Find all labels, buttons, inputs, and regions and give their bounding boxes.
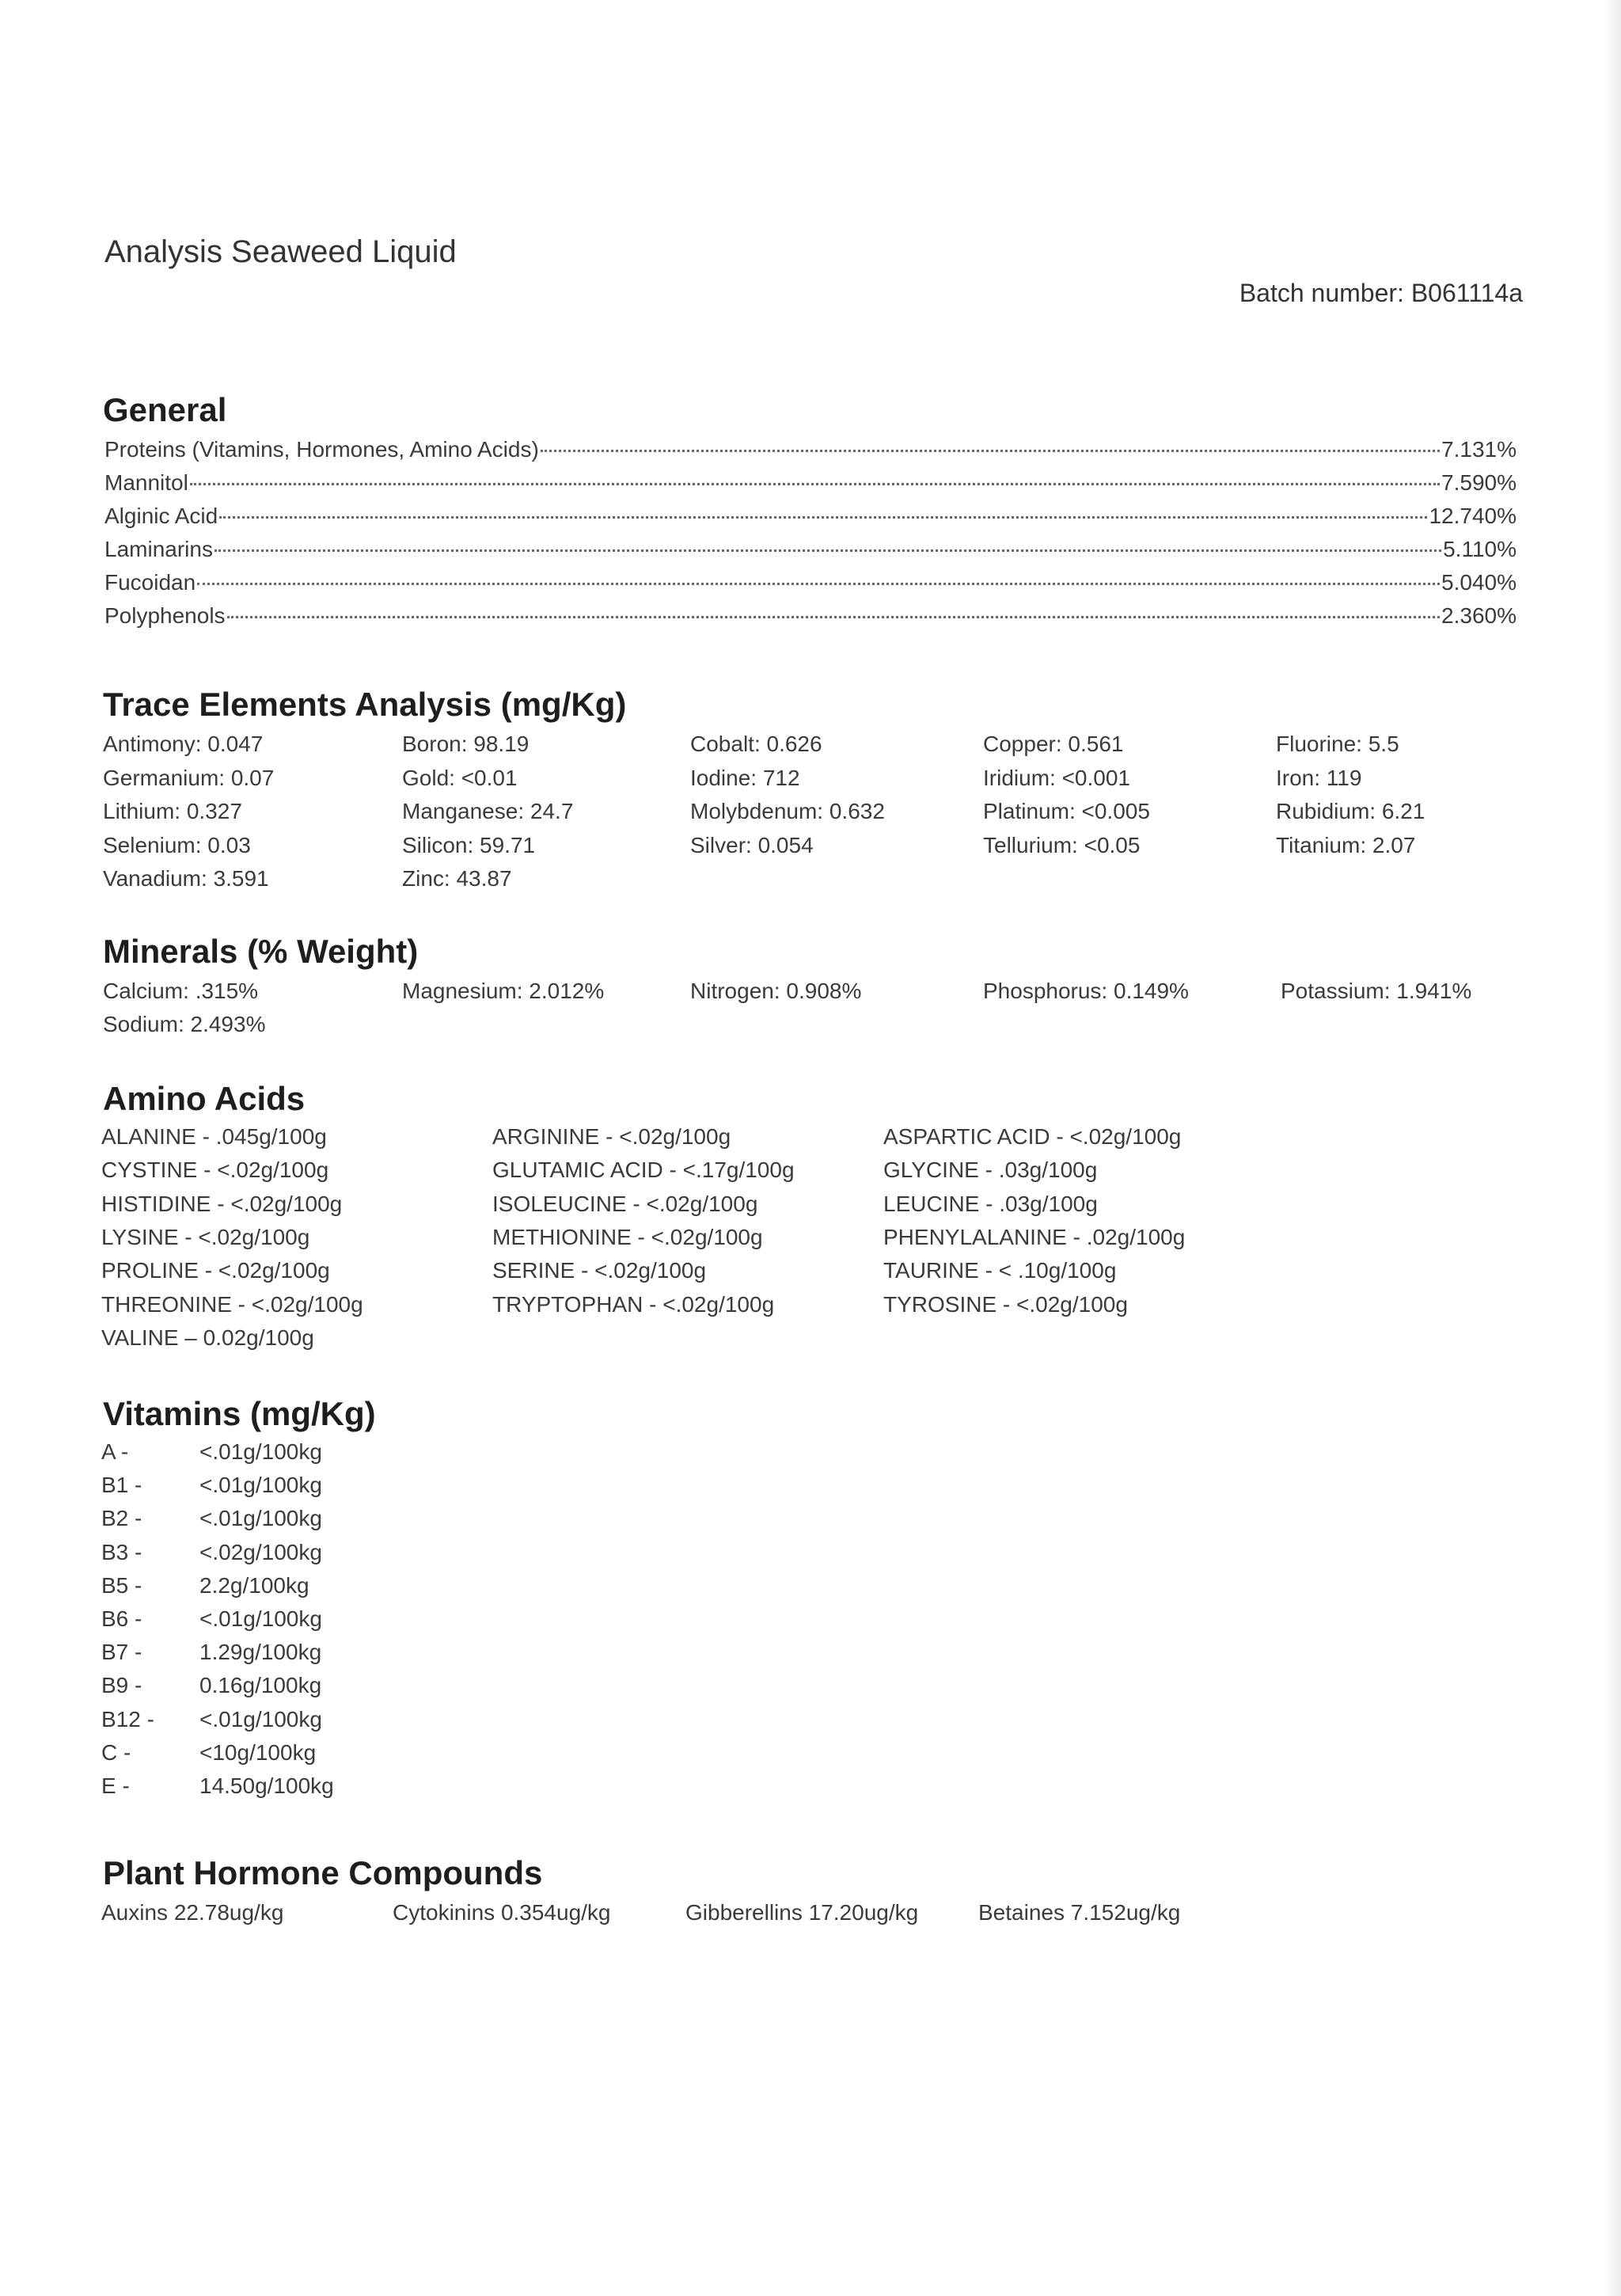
general-row-label: Polyphenols <box>104 603 226 628</box>
general-row-label: Laminarins <box>104 537 213 561</box>
trace-element-value: Platinum: <0.005 <box>983 799 1150 823</box>
general-row <box>104 504 1517 537</box>
mineral-value: Nitrogen: 0.908% <box>690 979 862 1003</box>
general-row <box>104 537 1517 570</box>
amino-acid-value: CYSTINE - <.02g/100g <box>101 1158 329 1183</box>
general-row-label: Alginic Acid <box>104 504 218 528</box>
trace-element-value: Lithium: 0.327 <box>103 799 242 823</box>
dotted-leader <box>197 583 1440 585</box>
trace-element-value: Gold: <0.01 <box>402 765 518 790</box>
trace-element-value: Silver: 0.054 <box>690 832 814 857</box>
plant-hormone-value: Auxins 22.78ug/kg <box>101 1900 284 1925</box>
amino-acid-value: ISOLEUCINE - <.02g/100g <box>492 1191 758 1216</box>
vitamin-row <box>101 1740 316 1766</box>
plant-hormone-value: Gibberellins 17.20ug/kg <box>685 1900 919 1925</box>
vitamin-row <box>101 1473 322 1498</box>
vitamin-name: B1 - <box>101 1473 142 1498</box>
vitamin-value: 2.2g/100kg <box>199 1572 309 1598</box>
trace-element-value: Tellurium: <0.05 <box>983 832 1141 857</box>
general-heading: General <box>103 391 227 428</box>
amino-acid-value: TYROSINE - <.02g/100g <box>883 1291 1128 1317</box>
dotted-leader <box>219 516 1427 519</box>
trace-element-value: Iron: 119 <box>1276 765 1362 790</box>
dotted-leader <box>190 483 1440 485</box>
general-row-value: 7.131% <box>1441 437 1517 462</box>
plant-hormones-heading: Plant Hormone Compounds <box>103 1854 543 1891</box>
trace-element-value: Molybdenum: 0.632 <box>690 799 885 823</box>
mineral-value: Magnesium: 2.012% <box>402 979 605 1003</box>
plant-hormone-value: Cytokinins 0.354ug/kg <box>393 1900 611 1925</box>
amino-acid-value: SERINE - <.02g/100g <box>492 1258 707 1283</box>
general-row-value: 5.040% <box>1441 570 1517 595</box>
amino-acid-value: VALINE – 0.02g/100g <box>101 1325 314 1350</box>
minerals-heading: Minerals (% Weight) <box>103 933 419 970</box>
vitamin-row <box>101 1439 322 1465</box>
vitamin-value: <.02g/100kg <box>199 1539 322 1564</box>
vitamin-value: <.01g/100kg <box>199 1506 322 1531</box>
amino-acid-value: PHENYLALANINE - .02g/100g <box>883 1224 1186 1249</box>
general-row-label: Proteins (Vitamins, Hormones, Amino Acids) <box>104 437 539 462</box>
batch-number: Batch number: B061114a <box>1239 279 1523 307</box>
vitamin-value: <10g/100kg <box>199 1739 317 1765</box>
general-row-value: 5.110% <box>1443 537 1517 561</box>
mineral-value: Phosphorus: 0.149% <box>983 979 1189 1003</box>
trace-element-value: Selenium: 0.03 <box>103 832 251 857</box>
vitamin-value: <.01g/100kg <box>199 1606 322 1631</box>
vitamin-row <box>101 1640 321 1665</box>
vitamin-value: <.01g/100kg <box>199 1439 322 1464</box>
vitamin-name: B7 - <box>101 1640 142 1665</box>
vitamin-name: B2 - <box>101 1506 142 1531</box>
general-row-value: 2.360% <box>1441 603 1517 628</box>
amino-acid-value: METHIONINE - <.02g/100g <box>492 1224 763 1249</box>
vitamin-row <box>101 1773 334 1799</box>
amino-acid-value: PROLINE - <.02g/100g <box>101 1258 330 1283</box>
vitamin-value: 0.16g/100kg <box>199 1673 322 1698</box>
plant-hormone-value: Betaines 7.152ug/kg <box>978 1900 1181 1925</box>
general-row <box>104 570 1517 603</box>
general-row-value: 7.590% <box>1441 470 1517 495</box>
trace-element-value: Fluorine: 5.5 <box>1276 732 1399 756</box>
trace-element-value: Boron: 98.19 <box>402 732 530 756</box>
vitamin-value: 14.50g/100kg <box>199 1773 334 1798</box>
mineral-value: Calcium: .315% <box>103 979 259 1003</box>
trace-elements-heading: Trace Elements Analysis (mg/Kg) <box>103 686 627 723</box>
amino-acid-value: LEUCINE - .03g/100g <box>883 1191 1098 1216</box>
dotted-leader <box>227 616 1440 618</box>
vitamin-row <box>101 1606 322 1632</box>
vitamin-value: <.01g/100kg <box>199 1706 322 1732</box>
vitamin-value: 1.29g/100kg <box>199 1640 322 1665</box>
amino-acid-value: ASPARTIC ACID - <.02g/100g <box>883 1124 1182 1149</box>
general-list <box>104 437 1517 637</box>
trace-element-value: Iodine: 712 <box>690 765 800 790</box>
amino-acid-value: ALANINE - .045g/100g <box>101 1124 327 1149</box>
trace-element-value: Zinc: 43.87 <box>402 866 512 891</box>
page-edge-shadow <box>1604 0 1621 2296</box>
vitamin-name: B3 - <box>101 1539 142 1564</box>
trace-element-value: Manganese: 24.7 <box>402 799 574 823</box>
vitamin-row <box>101 1673 321 1698</box>
amino-acid-value: TAURINE - < .10g/100g <box>883 1258 1117 1283</box>
dotted-leader <box>214 549 1441 552</box>
amino-acid-value: GLYCINE - .03g/100g <box>883 1158 1098 1183</box>
trace-element-value: Antimony: 0.047 <box>103 732 264 756</box>
amino-acid-value: ARGININE - <.02g/100g <box>492 1124 731 1149</box>
general-row-label: Fucoidan <box>104 570 196 595</box>
trace-element-value: Silicon: 59.71 <box>402 832 536 857</box>
general-row <box>104 437 1517 470</box>
general-row <box>104 603 1517 637</box>
amino-acid-value: THREONINE - <.02g/100g <box>101 1291 363 1317</box>
vitamin-name: B9 - <box>101 1673 142 1698</box>
vitamin-name: B12 - <box>101 1706 154 1732</box>
amino-acids-heading: Amino Acids <box>103 1080 306 1117</box>
document-title: Analysis Seaweed Liquid <box>104 234 457 269</box>
vitamin-name: A - <box>101 1439 129 1464</box>
amino-acid-value: TRYPTOPHAN - <.02g/100g <box>492 1291 775 1317</box>
trace-element-value: Rubidium: 6.21 <box>1276 799 1425 823</box>
vitamin-row <box>101 1540 322 1565</box>
dotted-leader <box>541 450 1440 452</box>
amino-acid-value: GLUTAMIC ACID - <.17g/100g <box>492 1158 795 1183</box>
general-row <box>104 470 1517 504</box>
vitamin-name: B6 - <box>101 1606 142 1631</box>
general-row-label: Mannitol <box>104 470 188 495</box>
vitamins-heading: Vitamins (mg/Kg) <box>103 1395 376 1432</box>
vitamin-name: C - <box>101 1739 131 1765</box>
mineral-value: Sodium: 2.493% <box>103 1012 266 1036</box>
vitamin-row <box>101 1573 309 1598</box>
vitamin-name: B5 - <box>101 1572 142 1598</box>
vitamin-name: E - <box>101 1773 130 1798</box>
vitamin-value: <.01g/100kg <box>199 1473 322 1498</box>
trace-element-value: Cobalt: 0.626 <box>690 732 822 756</box>
trace-element-value: Vanadium: 3.591 <box>103 866 269 891</box>
trace-element-value: Titanium: 2.07 <box>1276 832 1416 857</box>
amino-acid-value: HISTIDINE - <.02g/100g <box>101 1191 343 1216</box>
amino-acid-value: LYSINE - <.02g/100g <box>101 1224 310 1249</box>
vitamin-row <box>101 1707 322 1732</box>
vitamin-row <box>101 1506 322 1531</box>
mineral-value: Potassium: 1.941% <box>1281 979 1472 1003</box>
trace-element-value: Copper: 0.561 <box>983 732 1124 756</box>
trace-element-value: Iridium: <0.001 <box>983 765 1130 790</box>
general-row-value: 12.740% <box>1429 504 1517 528</box>
trace-element-value: Germanium: 0.07 <box>103 765 275 790</box>
